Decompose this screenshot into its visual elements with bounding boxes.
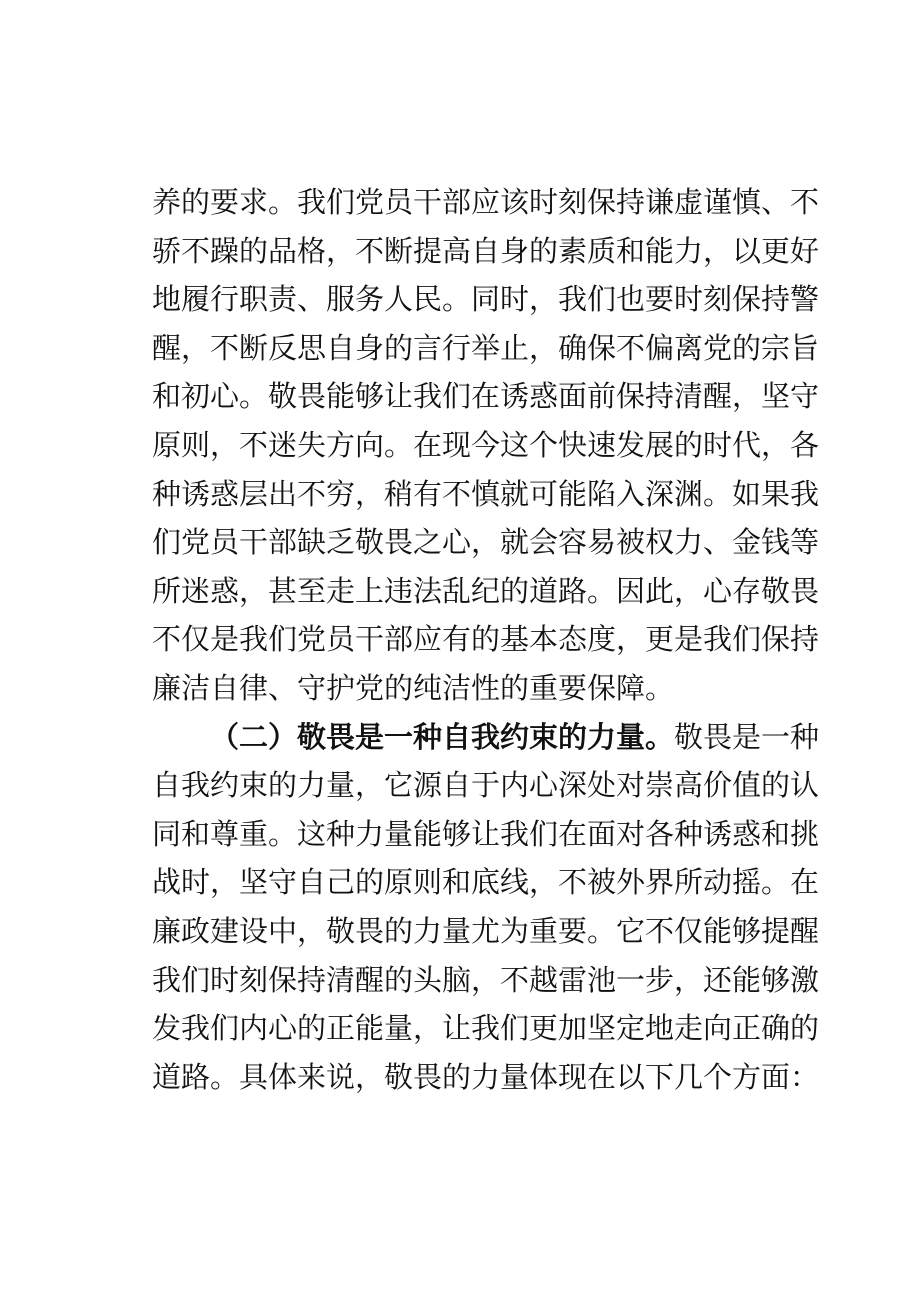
paragraph-2-first-line-text: 敬畏是一种 bbox=[674, 719, 820, 754]
paragraph-2 bbox=[152, 713, 820, 1102]
paragraph-1-line-7: 种诱惑层出不穷，稍有不慎就可能陷入深渊。如果我 bbox=[152, 476, 820, 511]
paragraph-1-line-1: 养的要求。我们党员干部应该时刻保持谦虚谨慎、不 bbox=[152, 185, 820, 219]
paragraph-1-line-10: 不仅是我们党员干部应有的基本态度，更是我们保持 bbox=[152, 622, 820, 657]
document-body bbox=[152, 178, 820, 1101]
paragraph-2-line-3: 同和尊重。这种力量能够让我们在面对各种诱惑和挑 bbox=[152, 816, 820, 851]
paragraph-2-first-line bbox=[152, 713, 820, 762]
paragraph-2-line-5: 廉政建设中，敬畏的力量尤为重要。它不仅能够提醒 bbox=[152, 913, 820, 948]
paragraph-1-line-9: 所迷惑，甚至走上违法乱纪的道路。因此，心存敬畏 bbox=[152, 573, 820, 608]
paragraph-2-line-8: 道路。具体来说，敬畏的力量体现在以下几个方面： bbox=[152, 1059, 820, 1094]
paragraph-1-line-6: 原则，不迷失方向。在现今这个快速发展的时代，各 bbox=[152, 427, 820, 462]
paragraph-1-line-4: 醒，不断反思自身的言行举止，确保不偏离党的宗旨 bbox=[152, 330, 820, 365]
paragraph-1-line-2: 骄不躁的品格，不断提高自身的素质和能力，以更好 bbox=[152, 233, 820, 268]
paragraph-1 bbox=[152, 178, 820, 713]
paragraph-1-line-8: 们党员干部缺乏敬畏之心，就会容易被权力、金钱等 bbox=[152, 525, 820, 560]
paragraph-2-line-6: 我们时刻保持清醒的头脑，不越雷池一步，还能够激 bbox=[152, 962, 820, 997]
paragraph-1-line-5: 和初心。敬畏能够让我们在诱惑面前保持清醒，坚守 bbox=[152, 379, 820, 414]
paragraph-1-line-11: 廉洁自律、守护党的纯洁性的重要保障。 bbox=[152, 670, 675, 705]
paragraph-2-line-7: 发我们内心的正能量，让我们更加坚定地走向正确的 bbox=[152, 1011, 820, 1046]
paragraph-2-line-2: 自我约束的力量，它源自于内心深处对崇高价值的认 bbox=[152, 768, 820, 803]
section-heading: （二）敬畏是一种自我约束的力量。 bbox=[210, 719, 675, 754]
paragraph-1-line-3: 地履行职责、服务人民。同时，我们也要时刻保持警 bbox=[152, 282, 820, 317]
paragraph-2-line-4: 战时，坚守自己的原则和底线，不被外界所动摇。在 bbox=[152, 865, 820, 900]
